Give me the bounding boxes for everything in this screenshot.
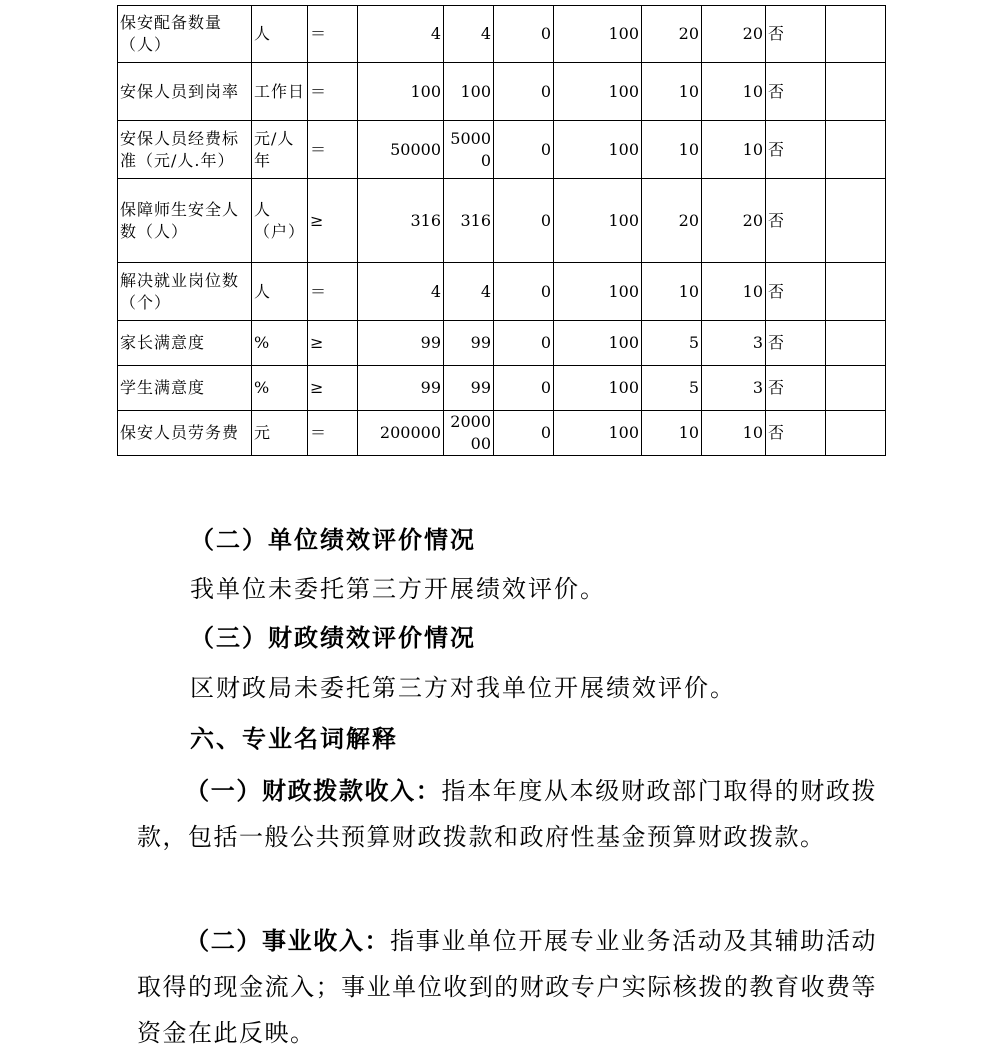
indicator-operator: ≥ — [308, 321, 358, 366]
indicator-flag: 否 — [766, 263, 826, 321]
indicator-deviation: 0 — [494, 63, 554, 121]
indicator-weight: 10 — [642, 63, 702, 121]
indicator-unit: 人（户） — [252, 179, 308, 263]
term1-lead: （一）财政拨款收入： — [185, 776, 442, 805]
indicator-note — [826, 411, 886, 456]
indicator-unit: 人 — [252, 6, 308, 63]
table-row — [118, 6, 886, 63]
indicator-name: 安保人员到岗率 — [118, 63, 252, 121]
indicator-target: 4 — [358, 263, 444, 321]
indicator-weight: 20 — [642, 179, 702, 263]
glossary-heading: 六、专业名词解释 — [190, 724, 398, 753]
indicator-completion: 100 — [554, 366, 642, 411]
indicator-weight: 5 — [642, 366, 702, 411]
indicator-target: 50000 — [358, 121, 444, 179]
table-row — [118, 179, 886, 263]
indicator-score: 10 — [702, 121, 766, 179]
table-row — [118, 121, 886, 179]
fiscal-eval-heading: （三）财政绩效评价情况 — [190, 623, 476, 652]
indicator-name: 保安配备数量（人） — [118, 6, 252, 63]
indicator-flag: 否 — [766, 411, 826, 456]
indicator-name: 解决就业岗位数（个） — [118, 263, 252, 321]
indicator-note — [826, 179, 886, 263]
indicator-actual: 100 — [444, 63, 494, 121]
indicator-unit: 元/人年 — [252, 121, 308, 179]
table-row — [118, 411, 886, 456]
table-row — [118, 366, 886, 411]
indicator-deviation: 0 — [494, 179, 554, 263]
indicator-actual: 200000 — [444, 411, 494, 456]
indicator-target: 100 — [358, 63, 444, 121]
indicator-operator: ＝ — [308, 63, 358, 121]
indicator-completion: 100 — [554, 121, 642, 179]
indicator-target: 99 — [358, 366, 444, 411]
term-fiscal-appropriation — [137, 768, 877, 860]
indicator-name: 学生满意度 — [118, 366, 252, 411]
indicator-deviation: 0 — [494, 263, 554, 321]
indicator-operator: ＝ — [308, 121, 358, 179]
unit-eval-heading: （二）单位绩效评价情况 — [190, 525, 476, 554]
indicator-operator: ≥ — [308, 366, 358, 411]
indicator-deviation: 0 — [494, 321, 554, 366]
indicator-actual: 99 — [444, 321, 494, 366]
fiscal-eval-text: 区财政局未委托第三方对我单位开展绩效评价。 — [190, 674, 736, 702]
indicator-note — [826, 121, 886, 179]
indicator-completion: 100 — [554, 6, 642, 63]
indicator-unit: 元 — [252, 411, 308, 456]
indicator-weight: 10 — [642, 121, 702, 179]
indicator-completion: 100 — [554, 63, 642, 121]
indicator-weight: 10 — [642, 263, 702, 321]
indicator-score: 3 — [702, 321, 766, 366]
indicator-actual: 99 — [444, 366, 494, 411]
indicator-deviation: 0 — [494, 6, 554, 63]
indicator-deviation: 0 — [494, 366, 554, 411]
indicator-operator: ＝ — [308, 411, 358, 456]
term-business-income — [137, 918, 877, 1056]
indicator-weight: 5 — [642, 321, 702, 366]
indicator-score: 20 — [702, 179, 766, 263]
indicator-completion: 100 — [554, 263, 642, 321]
indicator-actual: 316 — [444, 179, 494, 263]
indicator-target: 200000 — [358, 411, 444, 456]
performance-indicator-table — [117, 5, 886, 456]
indicator-target: 99 — [358, 321, 444, 366]
indicator-unit: % — [252, 321, 308, 366]
indicator-flag: 否 — [766, 366, 826, 411]
term2-lead: （二）事业收入： — [185, 926, 391, 955]
indicator-completion: 100 — [554, 179, 642, 263]
indicator-name: 安保人员经费标准（元/人.年） — [118, 121, 252, 179]
indicator-note — [826, 263, 886, 321]
indicator-target: 4 — [358, 6, 444, 63]
indicator-actual: 4 — [444, 6, 494, 63]
indicator-weight: 20 — [642, 6, 702, 63]
indicator-name: 保障师生安全人数（人） — [118, 179, 252, 263]
indicator-flag: 否 — [766, 321, 826, 366]
indicator-score: 10 — [702, 411, 766, 456]
indicator-actual: 4 — [444, 263, 494, 321]
indicator-deviation: 0 — [494, 121, 554, 179]
indicator-flag: 否 — [766, 179, 826, 263]
table-row — [118, 321, 886, 366]
indicator-score: 10 — [702, 263, 766, 321]
indicator-name: 家长满意度 — [118, 321, 252, 366]
indicator-operator: ＝ — [308, 6, 358, 63]
table-row — [118, 263, 886, 321]
indicator-flag: 否 — [766, 121, 826, 179]
indicator-unit: 工作日 — [252, 63, 308, 121]
indicator-weight: 10 — [642, 411, 702, 456]
indicator-completion: 100 — [554, 411, 642, 456]
indicator-note — [826, 63, 886, 121]
indicator-unit: % — [252, 366, 308, 411]
term2-text: 指事业单位开展专业业务活动及其辅助活动取得的现金流入；事业单位收到的财政专户实际核拨的教育收费等资金在此反映。 — [137, 927, 878, 1047]
indicator-note — [826, 6, 886, 63]
indicator-operator: ≥ — [308, 179, 358, 263]
indicator-name: 保安人员劳务费 — [118, 411, 252, 456]
indicator-note — [826, 366, 886, 411]
table-row — [118, 63, 886, 121]
indicator-operator: ＝ — [308, 263, 358, 321]
indicator-flag: 否 — [766, 63, 826, 121]
indicator-target: 316 — [358, 179, 444, 263]
indicator-unit: 人 — [252, 263, 308, 321]
indicator-score: 10 — [702, 63, 766, 121]
indicator-score: 3 — [702, 366, 766, 411]
indicator-actual: 50000 — [444, 121, 494, 179]
unit-eval-text: 我单位未委托第三方开展绩效评价。 — [190, 575, 606, 603]
indicator-flag: 否 — [766, 6, 826, 63]
indicator-score: 20 — [702, 6, 766, 63]
term1-text: 指本年度从本级财政部门取得的财政拨款，包括一般公共预算财政拨款和政府性基金预算财政拨款。 — [137, 777, 878, 851]
indicator-deviation: 0 — [494, 411, 554, 456]
indicator-completion: 100 — [554, 321, 642, 366]
indicator-note — [826, 321, 886, 366]
